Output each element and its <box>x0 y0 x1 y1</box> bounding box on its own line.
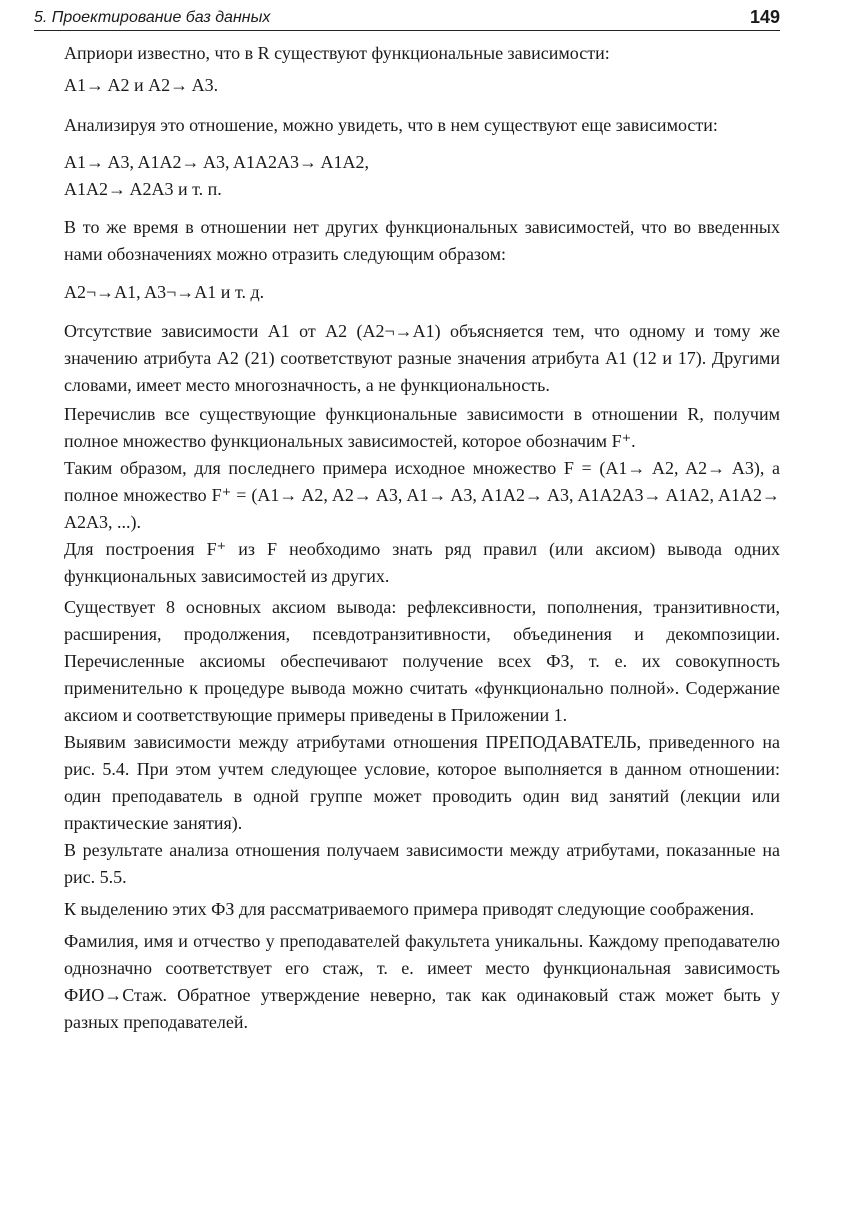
formula: A1→ A3, A1A2→ A3, A1A2A3→ A1A2, <box>64 152 370 172</box>
chapter-title: 5. Проектирование баз данных <box>34 9 271 26</box>
paragraph: Для построения F⁺ из F необходимо знать ряд правил (или аксиом) вывода одних функциональных зависимостей из других. <box>64 539 780 586</box>
paragraph: Перечислив все существующие функциональные зависимости в отношении R, получим полное множество функциональных зависимостей, которое обозначим F⁺. <box>64 404 780 451</box>
paragraph: К выделению этих ФЗ для рассматриваемого примера приводят следующие соображения. <box>64 899 755 919</box>
paragraph: Отсутствие зависимости A1 от A2 (A2¬→A1) объясняется тем, что одному и тому же значению атрибута A2 (21) соответствуют разные значения атрибута A1 (12 и 17). Другими словами, имеет место многозначность, а не функциональность. <box>64 321 780 395</box>
paragraph: Априори известно, что в R существуют функциональные зависимости: <box>64 43 610 63</box>
formula: A1A2→ A2A3 и т. п. <box>64 179 222 199</box>
formula: A2¬→A1, A3¬→A1 и т. д. <box>64 282 265 302</box>
paragraph: Выявим зависимости между атрибутами отношения ПРЕПОДАВАТЕЛЬ, приведенного на рис. 5.4. При этом учтем следующее условие, которое выполняется в данном отношении: один преподаватель в одной группе может проводить один вид занятий (лекции или практические занятия). <box>64 732 780 833</box>
page-header <box>34 6 780 31</box>
paragraph: Фамилия, имя и отчество у преподавателей факультета уникальны. Каждому преподавателю однозначно соответствует его стаж, т. е. имеет место функциональная зависимость ФИО→Стаж. Обратное утверждение неверно, так как одинаковый стаж может быть у разных преподавателей. <box>64 931 780 1032</box>
formula: A1→ A2 и A2→ A3. <box>64 75 219 95</box>
paragraph: Таким образом, для последнего примера исходное множество F = (A1→ A2, A2→ A3), а полное множество F⁺ = (A1→ A2, A2→ A3, A1→ A3, A1A2→ A3, A1A2A3→ A1A2, A1A2→ A2A3, ...). <box>64 458 780 532</box>
paragraph: Анализируя это отношение, можно увидеть, что в нем существуют еще зависимости: <box>64 115 718 135</box>
page-body <box>64 40 780 1036</box>
paragraph: В то же время в отношении нет других функциональных зависимостей, что во введенных нами обозначениях можно отразить следующим образом: <box>64 217 780 264</box>
paragraph: Существует 8 основных аксиом вывода: рефлексивности, пополнения, транзитивности, расширения, продолжения, псевдотранзитивности, объединения и декомпозиции. Перечисленные аксиомы обеспечивают получение всех ФЗ, т. е. их совокупность применительно к процедуре вывода можно считать «функционально полной». Содержание аксиом и соответствующие примеры приведены в Приложении 1. <box>64 597 780 725</box>
paragraph: В результате анализа отношения получаем зависимости между атрибутами, показанные на рис. 5.5. <box>64 840 780 887</box>
page-number: 149 <box>749 7 780 27</box>
